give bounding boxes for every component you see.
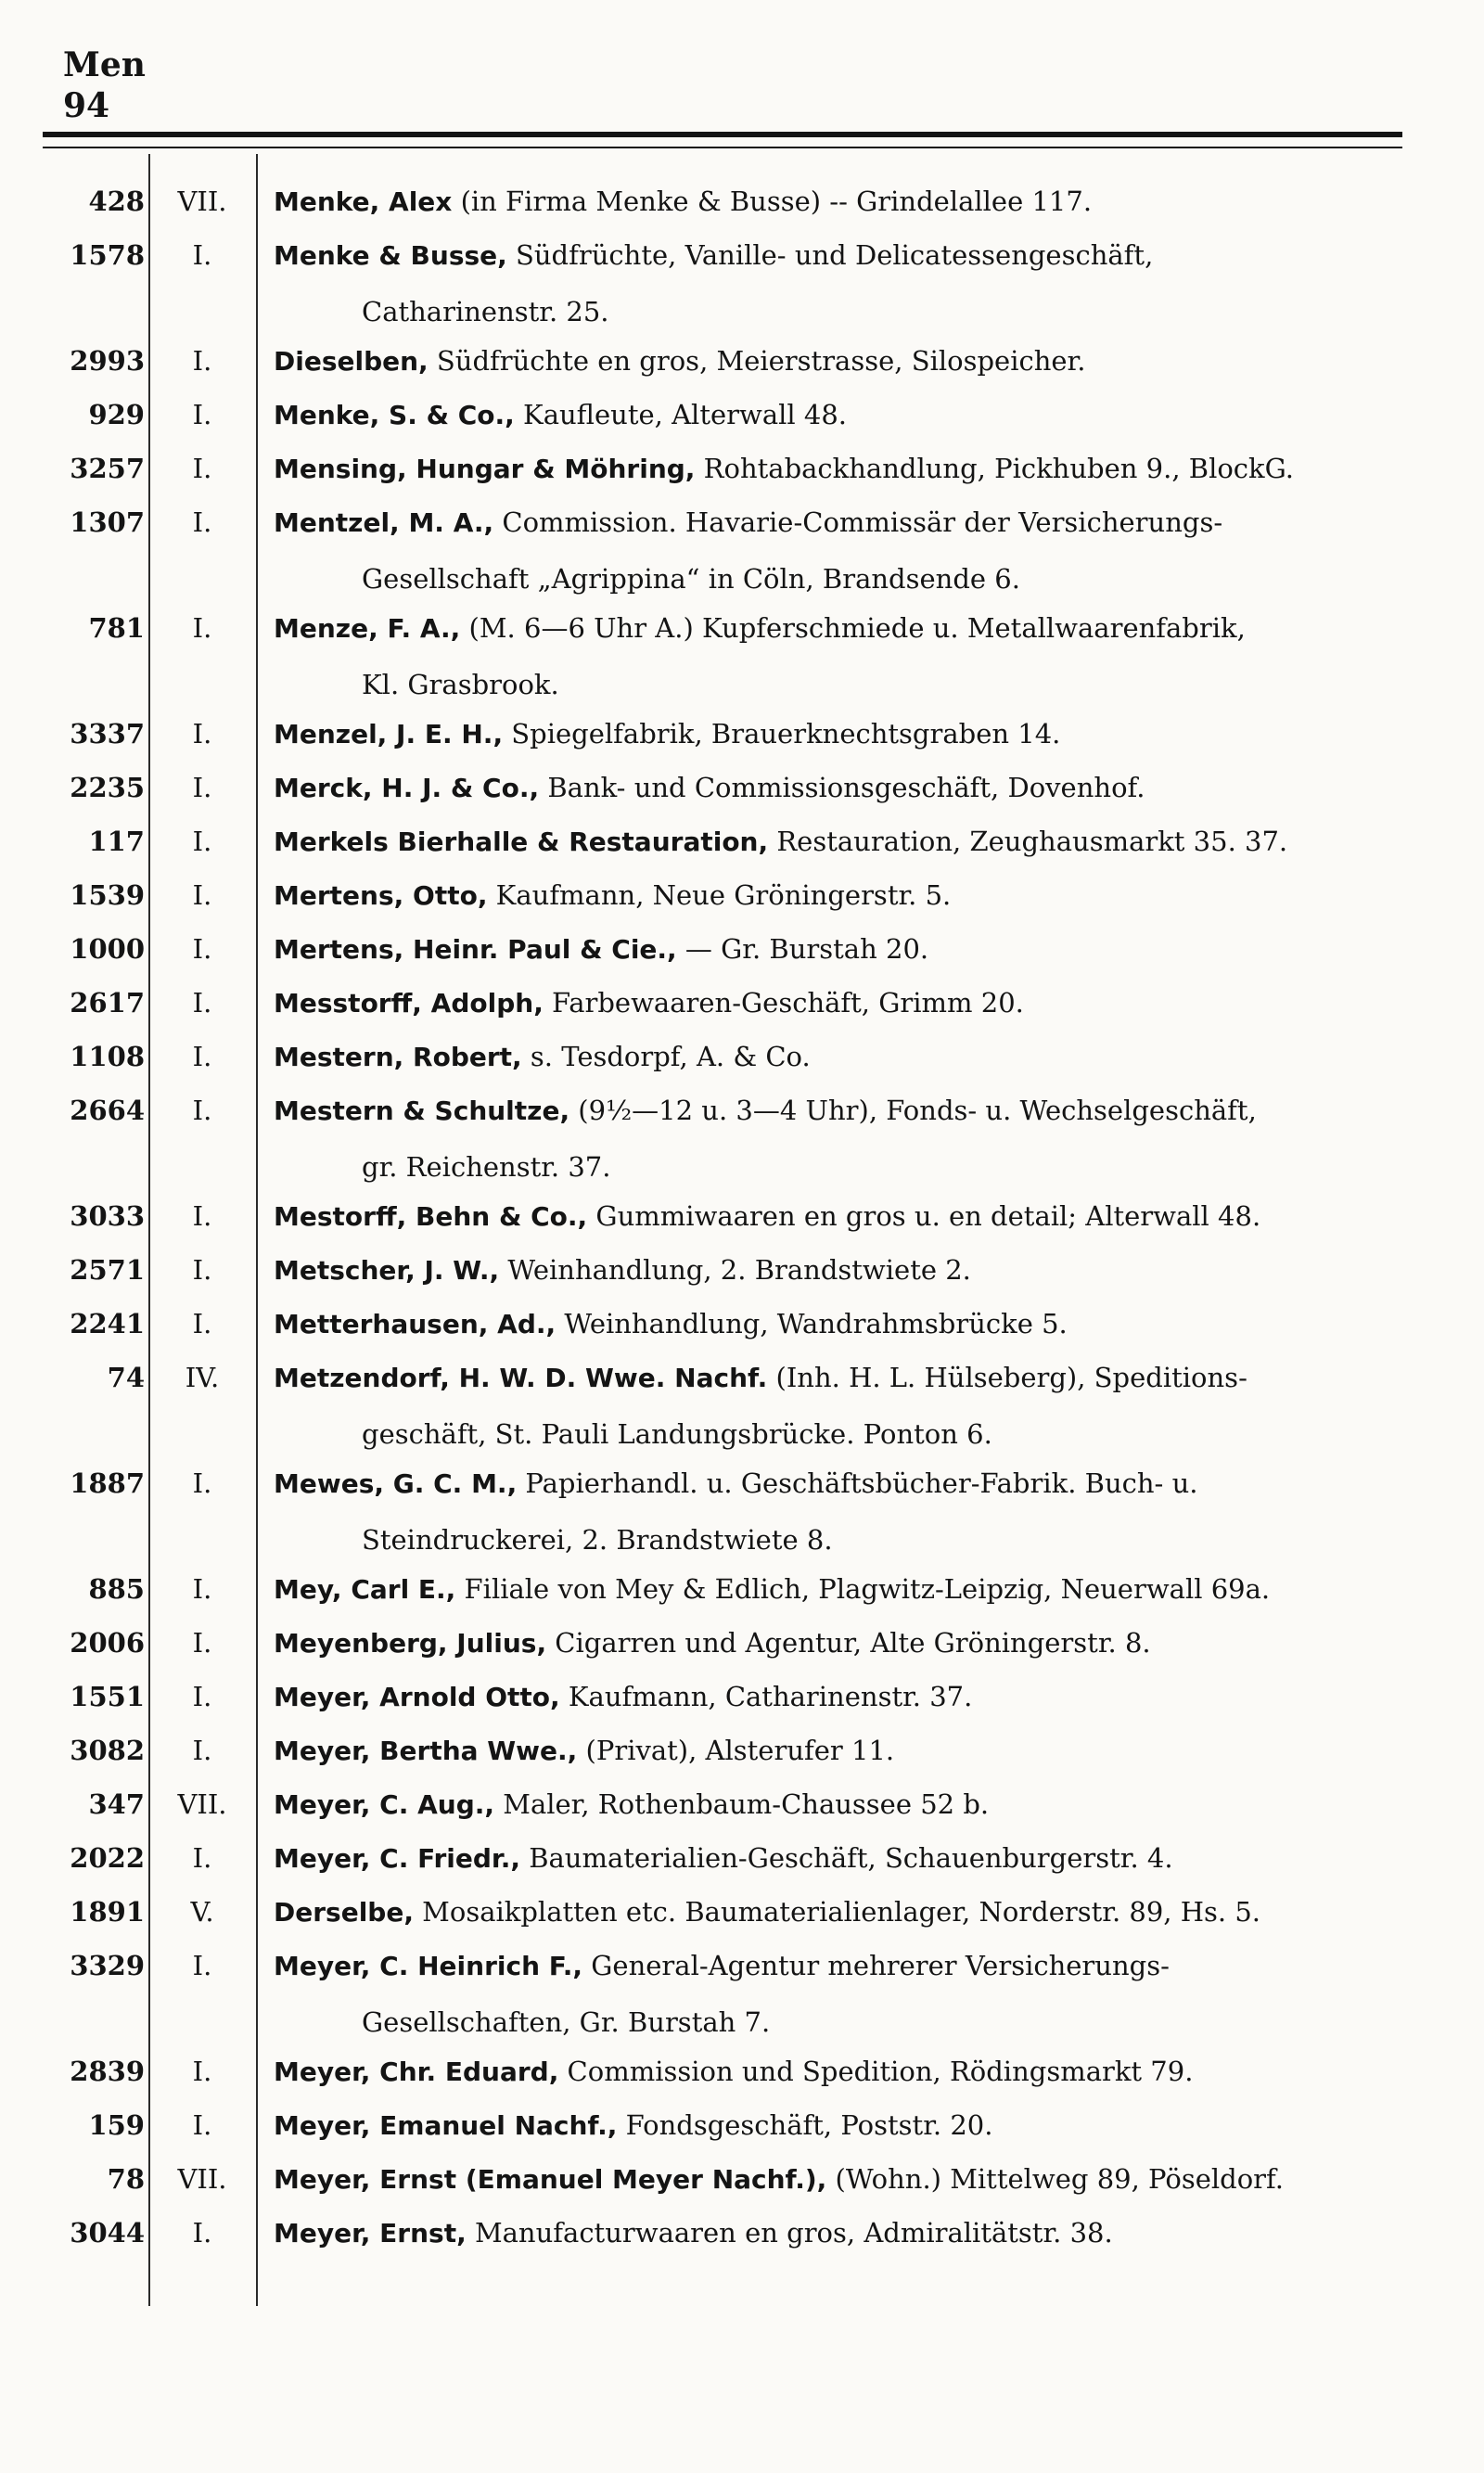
entry-number: 3033: [70, 1200, 145, 1232]
running-head-word: Men: [63, 45, 146, 84]
entry-class: VII.: [177, 186, 227, 217]
entry-name: Meyer, Emanuel Nachf.,: [274, 2110, 618, 2141]
entry-details: Baumaterialien-Geschäft, Schauenburgerstr. 4.: [519, 1842, 1173, 1874]
entry-name: Meyer, Chr. Eduard,: [274, 2057, 559, 2087]
entry-class: I.: [192, 1200, 212, 1232]
entry-name: Metscher, J. W.,: [274, 1255, 500, 1286]
entry-text: [274, 1672, 1433, 1723]
directory-entry: [0, 1941, 1484, 2046]
entry-details: Commission. Havarie-Commissär der Versicherungs-: [493, 506, 1223, 538]
entry-class: I.: [192, 1308, 212, 1339]
entry-name: Messtorff, Adolph,: [274, 988, 544, 1019]
entry-continuation: geschäft, St. Pauli Landungsbrücke. Ponton 6.: [362, 1418, 992, 1450]
entry-details: (Wohn.) Mittelweg 89, Pöseldorf.: [826, 2163, 1284, 2195]
entry-details: Weinhandlung, Wandrahmsbrücke 5.: [556, 1308, 1068, 1339]
directory-entry: [0, 176, 1484, 230]
entry-details: General-Agentur mehrerer Versicherungs-: [582, 1950, 1170, 1981]
entry-class: I.: [192, 933, 212, 965]
entry-details: Südfrüchte en gros, Meierstrasse, Silospeicher.: [428, 345, 1086, 377]
page-number: 94: [63, 86, 110, 125]
entry-class: I.: [192, 1254, 212, 1286]
entry-text: [274, 497, 1433, 604]
directory-entry: [0, 1031, 1484, 1085]
entry-number: 3329: [70, 1950, 145, 1981]
entry-text: [274, 2100, 1433, 2151]
entry-details: Kaufmann, Neue Gröningerstr. 5.: [487, 879, 952, 911]
entry-class: VII.: [177, 2163, 227, 2195]
entry-name: Mestorff, Behn & Co.,: [274, 1201, 588, 1232]
directory-entry: [0, 1618, 1484, 1672]
directory-entry: [0, 1564, 1484, 1618]
entry-class: VII.: [177, 1788, 227, 1820]
directory-entry: [0, 1191, 1484, 1245]
directory-entry: [0, 1887, 1484, 1941]
directory-entry: [0, 2046, 1484, 2100]
entry-number: 3257: [70, 453, 145, 484]
entry-details: Maler, Rothenbaum-Chaussee 52 b.: [494, 1788, 990, 1820]
entry-text: [274, 1941, 1433, 2047]
entry-number: 2617: [70, 987, 145, 1019]
entry-text: [274, 443, 1433, 494]
header-rule-thick: [43, 132, 1402, 137]
entry-name: Menke, Alex: [274, 186, 453, 217]
entry-text: [274, 603, 1433, 710]
entry-number: 2571: [70, 1254, 145, 1286]
entry-number: 781: [88, 612, 145, 644]
entry-details: Manufacturwaaren en gros, Admiralitätstr. 38.: [466, 2217, 1113, 2249]
directory-entry: [0, 336, 1484, 390]
entry-details: Rohtabackhandlung, Pickhuben 9., BlockG.: [695, 453, 1294, 484]
entry-number: 1551: [70, 1681, 145, 1712]
entry-details: Commission und Spedition, Rödingsmarkt 79.: [558, 2056, 1194, 2087]
entry-class: I.: [192, 1467, 212, 1499]
entry-text: [274, 1458, 1433, 1565]
entry-text: [274, 2154, 1433, 2205]
entry-name: Menke & Busse,: [274, 240, 507, 271]
entry-number: 885: [88, 1573, 145, 1605]
running-head: [63, 45, 146, 126]
directory-entry: [0, 1458, 1484, 1564]
entry-name: Menzel, J. E. H.,: [274, 719, 504, 750]
entry-text: [274, 1833, 1433, 1884]
directory-entry: [0, 2154, 1484, 2208]
entry-name: Meyer, Bertha Wwe.,: [274, 1736, 578, 1766]
entry-number: 2839: [70, 2056, 145, 2087]
entry-number: 1539: [70, 879, 145, 911]
entry-number: 2235: [70, 772, 145, 803]
entry-details: Weinhandlung, 2. Brandstwiete 2.: [499, 1254, 971, 1286]
entry-text: [274, 2046, 1433, 2097]
entry-name: Meyer, Ernst (Emanuel Meyer Nachf.),: [274, 2164, 827, 2195]
entry-number: 74: [107, 1362, 145, 1393]
directory-entry: [0, 870, 1484, 924]
directory-entry: [0, 2100, 1484, 2154]
entry-text: [274, 1618, 1433, 1669]
entry-class: I.: [192, 2217, 212, 2249]
directory-entry: [0, 816, 1484, 870]
entry-text: [274, 1779, 1433, 1830]
entry-text: [274, 709, 1433, 760]
entry-name: Menze, F. A.,: [274, 613, 461, 644]
entry-name: Metzendorf, H. W. D. Wwe. Nachf.: [274, 1363, 768, 1393]
entry-number: 2993: [70, 345, 145, 377]
entry-name: Mestern & Schultze,: [274, 1096, 570, 1126]
entry-continuation: Kl. Grasbrook.: [362, 669, 559, 700]
entry-text: [274, 816, 1433, 867]
entry-text: [274, 390, 1433, 441]
entry-number: 2006: [70, 1627, 145, 1659]
directory-entry: [0, 1245, 1484, 1299]
entry-name: Meyer, C. Heinrich F.,: [274, 1951, 583, 1981]
entry-details: (Privat), Alsterufer 11.: [577, 1735, 895, 1766]
entry-number: 1887: [70, 1467, 145, 1499]
directory-entry: [0, 603, 1484, 709]
entry-number: 347: [88, 1788, 145, 1820]
entry-continuation: Gesellschaften, Gr. Burstah 7.: [362, 2006, 771, 2038]
entry-number: 3082: [70, 1735, 145, 1766]
entry-details: (9½—12 u. 3—4 Uhr), Fonds- u. Wechselgeschäft,: [569, 1095, 1257, 1126]
directory-entry: [0, 1352, 1484, 1458]
entry-text: [274, 978, 1433, 1029]
entry-class: I.: [192, 239, 212, 271]
entry-details: (Inh. H. L. Hülseberg), Speditions-: [767, 1362, 1247, 1393]
entry-class: I.: [192, 1950, 212, 1981]
entry-class: I.: [192, 345, 212, 377]
directory-entry: [0, 1833, 1484, 1887]
entry-continuation: Gesellschaft „Agrippina“ in Cöln, Brandsende 6.: [362, 563, 1020, 595]
entry-class: V.: [190, 1896, 214, 1928]
entry-text: [274, 1352, 1433, 1459]
entry-continuation: Catharinenstr. 25.: [362, 296, 609, 327]
entry-name: Meyer, C. Friedr.,: [274, 1843, 520, 1874]
directory-entry: [0, 443, 1484, 497]
entry-class: I.: [192, 987, 212, 1019]
entry-text: [274, 1085, 1433, 1192]
entry-continuation: Steindruckerei, 2. Brandstwiete 8.: [362, 1524, 833, 1556]
entry-number: 3044: [70, 2217, 145, 2249]
directory-entry: [0, 709, 1484, 762]
entry-text: [274, 176, 1433, 227]
directory-entry: [0, 1672, 1484, 1725]
entry-name: Mertens, Otto,: [274, 880, 488, 911]
entry-class: I.: [192, 453, 212, 484]
entry-class: I.: [192, 506, 212, 538]
directory-entry: [0, 1725, 1484, 1779]
entry-details: Fondsgeschäft, Poststr. 20.: [617, 2109, 993, 2141]
entry-details: Bank- und Commissionsgeschäft, Dovenhof.: [539, 772, 1145, 803]
entry-text: [274, 870, 1433, 921]
entry-name: Mey, Carl E.,: [274, 1574, 456, 1605]
entry-text: [274, 1031, 1433, 1083]
entry-text: [274, 1191, 1433, 1242]
entry-class: I.: [192, 612, 212, 644]
entry-name: Derselbe,: [274, 1897, 414, 1928]
directory-entry: [0, 390, 1484, 443]
entry-number: 1307: [70, 506, 145, 538]
entry-number: 1108: [70, 1041, 145, 1072]
entry-details: Kaufleute, Alterwall 48.: [514, 399, 847, 430]
entry-details: — Gr. Burstah 20.: [676, 933, 929, 965]
entry-class: I.: [192, 879, 212, 911]
entry-class: I.: [192, 1041, 212, 1072]
entry-number: 159: [88, 2109, 145, 2141]
entry-class: I.: [192, 1842, 212, 1874]
entry-details: Südfrüchte, Vanille- und Delicatessengeschäft,: [506, 239, 1154, 271]
entry-number: 1578: [70, 239, 145, 271]
entry-details: Cigarren und Agentur, Alte Gröningerstr. 8.: [546, 1627, 1151, 1659]
entry-name: Mentzel, M. A.,: [274, 507, 494, 538]
entry-text: [274, 1564, 1433, 1615]
entry-class: I.: [192, 1573, 212, 1605]
entry-class: I.: [192, 399, 212, 430]
entry-text: [274, 1245, 1433, 1296]
entry-name: Mensing, Hungar & Möhring,: [274, 454, 696, 484]
entry-name: Meyer, Arnold Otto,: [274, 1682, 560, 1712]
directory-entry: [0, 2208, 1484, 2262]
directory-entry: [0, 762, 1484, 816]
entry-details: (M. 6—6 Uhr A.) Kupferschmiede u. Metallwaarenfabrik,: [460, 612, 1246, 644]
entry-text: [274, 762, 1433, 814]
entry-class: I.: [192, 2056, 212, 2087]
directory-entries: [0, 176, 1484, 2262]
header-rule-thin: [43, 147, 1402, 148]
entry-number: 2241: [70, 1308, 145, 1339]
directory-entry: [0, 924, 1484, 978]
entry-name: Meyer, Ernst,: [274, 2218, 467, 2249]
entry-name: Merkels Bierhalle & Restauration,: [274, 826, 769, 857]
entry-number: 3337: [70, 718, 145, 750]
entry-details: Gummiwaaren en gros u. en detail; Alterwall 48.: [587, 1200, 1261, 1232]
entry-name: Mestern, Robert,: [274, 1042, 522, 1072]
entry-class: I.: [192, 2109, 212, 2141]
entry-details: Mosaikplatten etc. Baumaterialienlager, Norderstr. 89, Hs. 5.: [413, 1896, 1261, 1928]
entry-details: Filiale von Mey & Edlich, Plagwitz-Leipzig, Neuerwall 69a.: [455, 1573, 1271, 1605]
entry-details: (in Firma Menke & Busse) -- Grindelallee 117.: [452, 186, 1093, 217]
entry-text: [274, 1299, 1433, 1350]
entry-text: [274, 2208, 1433, 2259]
entry-name: Metterhausen, Ad.,: [274, 1309, 556, 1339]
entry-class: I.: [192, 1095, 212, 1126]
entry-number: 1891: [70, 1896, 145, 1928]
entry-name: Mewes, G. C. M.,: [274, 1468, 518, 1499]
entry-number: 2664: [70, 1095, 145, 1126]
directory-entry: [0, 1779, 1484, 1833]
directory-entry: [0, 1299, 1484, 1352]
entry-text: [274, 1725, 1433, 1776]
entry-number: 2022: [70, 1842, 145, 1874]
entry-details: Farbewaaren-Geschäft, Grimm 20.: [543, 987, 1024, 1019]
entry-number: 78: [107, 2163, 145, 2195]
entry-name: Menke, S. & Co.,: [274, 400, 515, 430]
entry-class: I.: [192, 1627, 212, 1659]
entry-details: Restauration, Zeughausmarkt 35. 37.: [768, 826, 1288, 857]
entry-class: I.: [192, 1681, 212, 1712]
directory-entry: [0, 230, 1484, 336]
directory-entry: [0, 497, 1484, 603]
entry-details: Papierhandl. u. Geschäftsbücher-Fabrik. Buch- u.: [517, 1467, 1198, 1499]
entry-details: Spiegelfabrik, Brauerknechtsgraben 14.: [503, 718, 1061, 750]
entry-number: 929: [88, 399, 145, 430]
directory-entry: [0, 978, 1484, 1031]
entry-text: [274, 924, 1433, 975]
entry-number: 1000: [70, 933, 145, 965]
entry-name: Meyer, C. Aug.,: [274, 1789, 495, 1820]
entry-details: s. Tesdorpf, A. & Co.: [521, 1041, 811, 1072]
entry-class: I.: [192, 772, 212, 803]
entry-text: [274, 1887, 1433, 1938]
entry-number: 428: [88, 186, 145, 217]
entry-text: [274, 336, 1433, 387]
entry-name: Dieselben,: [274, 346, 429, 377]
entry-name: Meyenberg, Julius,: [274, 1628, 547, 1659]
entry-details: Kaufmann, Catharinenstr. 37.: [559, 1681, 973, 1712]
entry-class: IV.: [185, 1362, 220, 1393]
entry-class: I.: [192, 826, 212, 857]
entry-name: Mertens, Heinr. Paul & Cie.,: [274, 934, 677, 965]
entry-class: I.: [192, 718, 212, 750]
entry-name: Merck, H. J. & Co.,: [274, 773, 540, 803]
entry-continuation: gr. Reichenstr. 37.: [362, 1151, 611, 1183]
entry-number: 117: [88, 826, 145, 857]
entry-class: I.: [192, 1735, 212, 1766]
directory-entry: [0, 1085, 1484, 1191]
entry-text: [274, 230, 1433, 337]
